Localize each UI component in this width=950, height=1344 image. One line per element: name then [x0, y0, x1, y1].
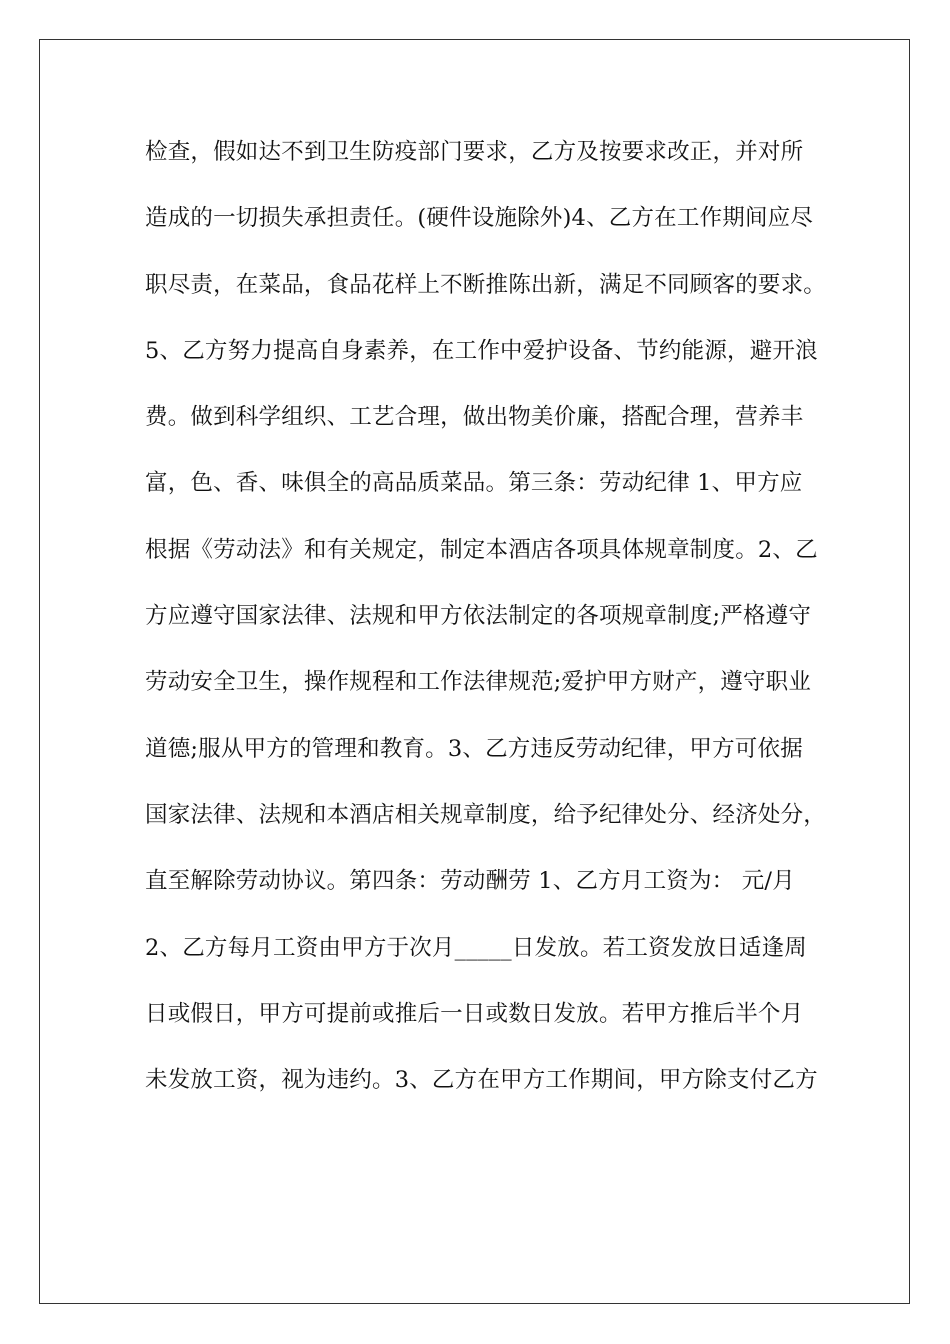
- text-line-10: 道德;服从甲方的管理和教育。3、乙方违反劳动纪律，甲方可依据: [145, 735, 803, 762]
- text-line-1: 检查，假如达不到卫生防疫部门要求，乙方及按要求改正，并对所: [145, 139, 804, 165]
- text-line-4: 5、乙方努力提高自身素养，在工作中爱护设备、节约能源，避开浪: [145, 337, 818, 364]
- text-line-5: 费。做到科学组织、工艺合理，做出物美价廉，搭配合理，营养丰: [145, 404, 804, 431]
- text-line-11: 国家法律、法规和本酒店相关规章制度，给予纪律处分、经济处分，: [145, 801, 827, 828]
- text-line-14: 日或假日，甲方可提前或推后一日或数日发放。若甲方推后半个月: [145, 1000, 804, 1027]
- text-line-6: 富，色、香、味俱全的高品质菜品。第三条：劳动纪律 1、甲方应: [145, 470, 803, 497]
- text-line-13: 2、乙方每月工资由甲方于次月_____日发放。若工资发放日适逢周: [145, 934, 807, 961]
- text-line-15: 未发放工资，视为违约。3、乙方在甲方工作期间，甲方除支付乙方: [145, 1067, 818, 1094]
- text-line-8: 方应遵守国家法律、法规和甲方依法制定的各项规章制度;严格遵守: [145, 603, 812, 630]
- text-line-9: 劳动安全卫生，操作规程和工作法律规范;爱护甲方财产，遵守职业: [145, 669, 812, 696]
- text-line-3: 职尽责，在菜品，食品花样上不断推陈出新，满足不同顾客的要求。: [145, 271, 827, 298]
- text-line-2: 造成的一切损失承担责任。(硬件设施除外)4、乙方在工作期间应尽: [145, 205, 814, 232]
- document-body: [145, 130, 825, 1124]
- text-line-7: 根据《劳动法》和有关规定，制定本酒店各项具体规章制度。2、乙: [145, 536, 818, 563]
- text-line-12: 直至解除劳动协议。第四条：劳动酬劳 1、乙方月工资为： 元/月: [145, 868, 795, 895]
